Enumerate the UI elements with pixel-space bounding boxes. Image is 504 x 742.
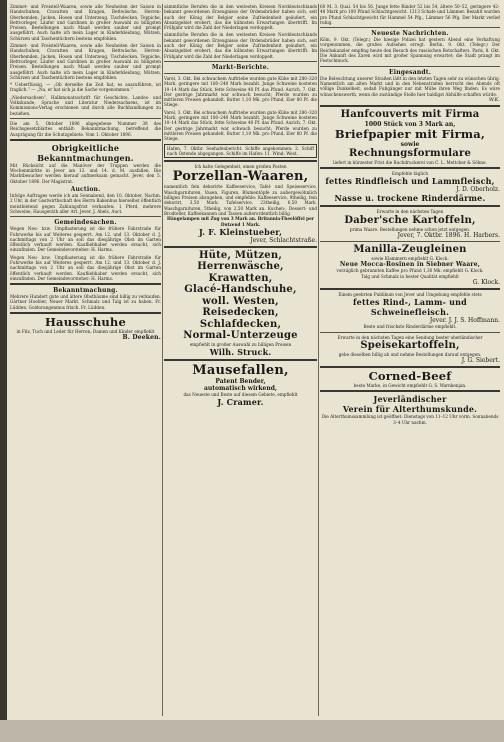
section-heading: Obrigkeitliche Bekanntmachungen.: [37, 142, 134, 163]
ad-heading: Daber'sche Kartoffeln,: [344, 214, 476, 226]
ad-heading: fettes Rindfleisch und Lammfleisch,: [325, 176, 495, 187]
divider: [320, 390, 500, 392]
divider: [320, 241, 500, 242]
ad-body: gebe dieselben billig ab und nehme Bestellungen darauf entgegen.: [338, 351, 482, 357]
ad-body: Die Alterthumssammlung ist geöffnet: Dienstags von 11–12 Uhr vorm. Sonnabends 3–4 Uhr nachm.: [321, 414, 499, 425]
ad-heading: Rechnungsformulare: [348, 147, 472, 159]
ad-sub: 1000 Stück von 3 Mark an,: [364, 120, 456, 128]
divider: [164, 73, 317, 74]
huete-line: Reisedecken,: [202, 307, 279, 319]
ad-text-continued: Zimmet- und Freistell-Waaren, sowie alle Neuheiten der Saison in Handschuhen, Cravatten und Kragen, Bettwäsche, Herren-Oberhemden, Jacken, Hosen und Unterzeug, Tischdecken, Teppiche, Bettvorleger, Läufer und Gardinen in großer Auswahl zu billigsten Preisen. Bestellungen nach Maaß werden sauber und prompt ausgeführt. Auch halte ich mein Lager in Kinderkleidung, Mützen, Schürzen und Taschentüchern bestens empfohlen.: [10, 43, 161, 80]
ad-body: Beste und frischste Rinderdärme empfiehlt.: [363, 324, 457, 330]
letter-body: Die Beleuchtung unserer Straßen läßt in den letzten Tagen sehr zu wünschen übrig. Namentlich am alten Markt und in den Nebenstraßen herrscht des Abends oft völlige Dunkelheit, sodaß Fußgänger nur mit Mühe ihren Weg finden. Es wäre wünschenswerth, wenn die zuständige Stelle hier baldigst Abhülfe schaffen würde.: [320, 75, 500, 97]
section-heading: Auction.: [70, 186, 101, 194]
section-heading: Markt-Berichte.: [211, 63, 270, 71]
divider: [10, 139, 161, 141]
huete-line: Herrenwäsche,: [197, 261, 284, 273]
huete-line: Hüte, Mützen,: [198, 249, 282, 261]
ad-body: beste Marke, in Gewicht empfiehlt G. S. Warnkenjan.: [353, 383, 467, 389]
ad-heading: Jeverländischer: [373, 394, 447, 405]
divider: [320, 332, 500, 333]
huete-line: Schlafdecken,: [199, 318, 282, 330]
huete-line: Normal-Unterzeuge: [183, 330, 298, 342]
section-heading: Eingesandt.: [388, 68, 432, 76]
scan-edge-strip: [0, 720, 504, 742]
ad-heading: Nasse u. trockene Rinderdärme.: [334, 193, 486, 204]
divider: [320, 288, 500, 290]
column-middle: [164, 4, 317, 716]
divider: [320, 366, 500, 368]
ad-intro: Erwarte in den nächsten Tagen eine Sendung bester oberländischer: [337, 334, 483, 340]
divider: [164, 359, 317, 361]
ad-signature: J. Cramer.: [217, 397, 264, 408]
small-ad-text: Hafen, 7. Oktbr. Seehafenbericht. Schiffe angekommen: 2. Schiff nach Ostende abgegangen. Schiffe im Hafen: 11. Wind: West.: [167, 145, 314, 156]
huete-ad: [164, 250, 317, 342]
ad-heading: Hausschuhe: [44, 315, 127, 330]
market-report-continued: 60 M. 3. Qual. 54 bis 56. Junge fette Rinder 52 bis 54, ältere 50–52, geringere 42–48 Mark pro 100 Pfund Schlachtgewicht. 1213 Schafe und Lämmer. Bezahlt wurden pro Pfund Schlachtgewicht für Hammel 54 Pfg., Lämmer 56 Pfg. Der Markt verlief ruhig.: [320, 4, 500, 25]
article-text: sämmtliche Berufen die in den weitesten Kreisen Norddeutschlands bekannt gewordenen Erzeugnisse der Ordensbrüder haben sich, seit auch der König der Belgier seine Zufriedenheit geäußert, ein Absatzgebiet erobert, das die kühnsten Erwartungen übertrifft. Im Frühjahr wird die Zahl der Niederlagen verdoppelt.: [164, 4, 317, 31]
ad-intro: Einem geehrten Publikum von Jever und Umgebung empfehle stets: [338, 291, 482, 297]
ad-signature: Wilh. Struck.: [209, 347, 272, 358]
ad-signature: Jever. J. J. S. Hoffmann.: [429, 317, 500, 325]
ad-intro: Ich halte Gelegenheit, einen großen Posten: [194, 164, 287, 170]
huete-line: Krawatten,: [208, 272, 273, 284]
ad-heading: fettes Rind-, Lamm- und Schweinefleisch.: [353, 297, 467, 318]
ad-signature: B. Deeken.: [122, 334, 161, 342]
ad-heading: Porzellan-Waaren,: [172, 169, 309, 185]
section-body: Infolge Auftrages werde ich am Sonnabend, den 10. Oktober, Nachm. 2 Uhr, in der Gastwirthschaft des Herrn Bakenhus hierselbst öffentlich meistbietend gegen Zahlungsfrist verkaufen: 1 Pferd, mehrere Schweine, Hausgeräth aller Art. Jever. J. Abels, Auct.: [10, 193, 161, 214]
ad-signature: J. D. Oberholz.: [456, 186, 500, 194]
ad-body: namentlich fein dekorirte Kaffeeservice, Tafel- und Speiseservice, Waschgarnituren, Vasen, Figuren, Blumentöpfe zu außergewöhnlich billigen Preisen abzugeben, und empfehle: Kaffeeservice, 9theilig, fein dekorirt, 3,50 Mark. Tafelservice, 23theilig, 6,50 Mark. Waschgarnituren, 5theilig, von 2,50 Mark an. Kuchen-, Dessert- und Brodteller, Kaffeekannen und Tassen außerordentlich billig.: [164, 184, 317, 216]
ad-body: Talg und Schmalz in bester Qualität empfiehlt: [361, 273, 459, 279]
ad-heading: Verein für Alterthumskunde.: [342, 404, 478, 415]
divider: [320, 27, 500, 28]
divider: [164, 61, 317, 62]
ad-text: Zimmet- und Freistell-Waaren, sowie alle Neuheiten der Saison in Handschuhen, Cravatten und Kragen, Bettwäsche, Herren-Oberhemden, Jacken, Hosen und Unterzeug, Tischdecken, Teppiche, Bettvorleger, Läufer und Gardinen in großer Auswahl zu billigsten Preisen. Bestellungen nach Maaß werden sauber und prompt ausgeführt. Auch halte ich mein Lager in Kinderkleidung, Mützen, Schürzen und Taschentüchern bestens empfohlen.: [10, 4, 161, 41]
divider: [10, 312, 161, 314]
ad-heading: Corned-Beef: [368, 369, 452, 384]
section-heading: Neueste Nachrichten.: [371, 30, 449, 38]
divider: [164, 160, 317, 162]
ad-heading: Speisekartoffeln,: [360, 339, 460, 351]
news-body: Köln, 9. Okt. (Telegr.) Die hiesige Polizei hat gestern Abend eine Verhaftung vorgenommen, die großes Aufsehen erregt. Berlin, 9. Okt. (Telegr.) Der Reichskanzler empfing heute den Besuch des russischen Botschafters. Paris, 8. Okt. Die Ankunft des Zaren wird mit großer Spannung erwartet; die Stadt prangt im Festschmuck.: [320, 37, 500, 64]
section-body: Wegen Neu- bzw. Umpflasterung ist die frühere Fahrstraße für Fuhrwerke bis auf Weiteres gesperrt. Am 12. und 13. Oktober d. J. nachmittags von 2 Uhr an soll das diesjährige Obst im Garten öffentlich verkauft werden. Kaufliebhaber werden ersucht, sich einzufinden. Der Gemeindevorsteher: H. Harms.: [10, 226, 161, 253]
ad-body: prima Waare. Bestellungen nehme schon jetzt entgegen.: [349, 226, 471, 232]
ad-signature: J. F. Kleinstueber,: [198, 226, 283, 237]
section-body: Mit Rücksicht auf die Manöver der Truppen werden die Wochenmärkte in Jever am 13. und 14. d. M. ausfallen. Die Marktbesucher werden hierauf aufmerksam gemacht. Jever, den 5. Oktober 1896. Der Magistrat.: [10, 162, 161, 184]
ad-sub: empfiehlt in großer Auswahl zu billigen Preisen: [189, 341, 292, 347]
ad-signature: Jever, 7. Oktbr. 1896. H. Harbers.: [397, 232, 500, 240]
section-body-extra: Wegen Neu- bzw. Umpflasterung ist die frühere Fahrstraße für Fuhrwerke bis auf Weiteres gesperrt. Am 12. und 13. Oktober d. J. nachmittags von 2 Uhr an soll das diesjährige Obst im Garten öffentlich verkauft werden. Kaufliebhaber werden ersucht, sich einzufinden. Der Gemeindevorsteher: H. Harms.: [10, 254, 161, 281]
column-divider: [162, 4, 163, 716]
notice-star: * Ueberflüssig. — „Ob derselbe die Zeit hat, es auszuführen, ist fraglich.“ — „Na, er hat sich ja die Sache vorgenommen.“: [10, 82, 161, 93]
ad-heading: Neue Mocca-Rosinen in Siebner Waare,: [339, 261, 481, 269]
column-divider: [318, 4, 319, 716]
ad-sub: sowie: [400, 140, 420, 148]
huete-line: woll. Westen,: [202, 295, 279, 307]
ad-heading: Hanfcouverts mit Firma: [340, 108, 480, 120]
market-report-continued: Varel, 3. Okt. Bei schwachem Auftriebe wurden gute Kühe mit 280–320 Mark, geringere mit 180–240 Mark bezahlt. Junge Schweine kosteten 10–14 Mark das Stück, fette Schweine 40 Pf. das Pfund. Aurich, 7. Okt. Der gestrige Jahrmarkt war schwach besucht; Pferde wurden zu mittleren Preisen gehandelt. Butter 1,10 Mk. pro Pfund, Eier 80 Pf. die Stiege.: [164, 109, 317, 142]
ad-signature: G. Klock.: [472, 278, 500, 286]
section-heading: Gemeindesachen.: [54, 219, 117, 227]
column-right: [320, 4, 500, 716]
binding-edge: [0, 0, 7, 742]
section-body: Mehrere Hundert gute und ältere Obstbäume sind billig zu verkaufen. Gärtner Hoebler, Neuer Markt. Schmalz und Talg ist zu haben. Fr. Lüdden. Goldorangenmus frisch. Fr. Lüdden.: [10, 294, 161, 310]
ad-body: liefert in kürzester Frist die Buchdruckerei von C. L. Mettcker & Söhne.: [333, 159, 487, 165]
divider: [10, 118, 161, 119]
ad-intro: Empfehle täglich: [391, 171, 429, 177]
ad-sub: in Filz, Tuch und Leder für Herren, Damen und Kinder empfiehlt: [16, 329, 155, 335]
ad-place: Jever, Schlachtstraße.: [250, 236, 317, 244]
section-heading: Bekanntmachung.: [53, 287, 118, 295]
divider: [320, 167, 500, 169]
ad-sub: automatisch wirkend,: [203, 385, 278, 393]
notice-body: „Niedersachsen“, Halbmonatsschrift für Geschichte, Landes- und Volkskunde, Sprache und Literatur Niedersachsens, ist im Kommissions-Verlag erschienen und durch alle Buchhandlungen zu beziehen.: [10, 94, 161, 116]
divider: [320, 66, 500, 67]
ad-heading: Manilla-Zeugleinen: [353, 244, 467, 256]
ad-heading: Mausefallen,: [192, 363, 289, 379]
divider: [320, 105, 500, 107]
article-text-continued: sämmtliche Berufen die in den weitesten Kreisen Norddeutschlands bekannt gewordenen Erzeugnisse der Ordensbrüder haben sich, seit auch der König der Belgier seine Zufriedenheit geäußert, ein Absatzgebiet erobert, das die kühnsten Erwartungen übertrifft. Im Frühjahr wird die Zahl der Niederlagen verdoppelt.: [164, 32, 317, 59]
ad-body: das Neueste und Beste auf diesem Gebiete, empfiehlt: [183, 392, 298, 398]
ad-body: sowie Klammern empfiehlt G. Klock.: [371, 256, 449, 262]
ad-signature: J. G. Siebert.: [461, 357, 500, 365]
small-ad: [164, 144, 317, 159]
ad-sub: Patent Bender,: [215, 378, 266, 386]
divider: [10, 283, 161, 285]
divider: [164, 246, 317, 248]
column-left: [10, 4, 161, 716]
market-report: Varel, 3. Okt. Bei schwachem Auftriebe wurden gute Kühe mit 280–320 Mark, geringere mit 180–240 Mark bezahlt. Junge Schweine kosteten 10–14 Mark das Stück, fette Schweine 40 Pf. das Pfund. Aurich, 7. Okt. Der gestrige Jahrmarkt war schwach besucht; Pferde wurden zu mittleren Preisen gehandelt. Butter 1,10 Mk. pro Pfund, Eier 80 Pf. die Stiege.: [164, 75, 317, 108]
divider: [10, 216, 161, 217]
notice-small: Die am 5. Oktober 1896 abgegebene Nummer 38 des Reichsgesetzblattes enthält: Bekanntmachung, betreffend die Ausprägung für die Schutzgebiete. Vom 1. Oktober 1896.: [10, 120, 161, 137]
ad-heading: Briefpapier mit Firma,: [334, 126, 486, 141]
ad-body: vorzüglich gebrannten Kaffee pro Pfund 1,30 Mk. empfiehlt G. Klock.: [336, 268, 484, 274]
letter-signature: W.K.: [488, 96, 500, 103]
ad-extra: Hängelampen mit Zug von 3 Mark an. Britannia-Theelöffel per Dutzend 1 Mark.: [167, 216, 314, 227]
huete-line: Glacé-Handschuhe,: [184, 284, 297, 296]
ad-intro: Erwarte in den nächsten Tagen: [376, 209, 444, 215]
divider: [320, 205, 500, 207]
